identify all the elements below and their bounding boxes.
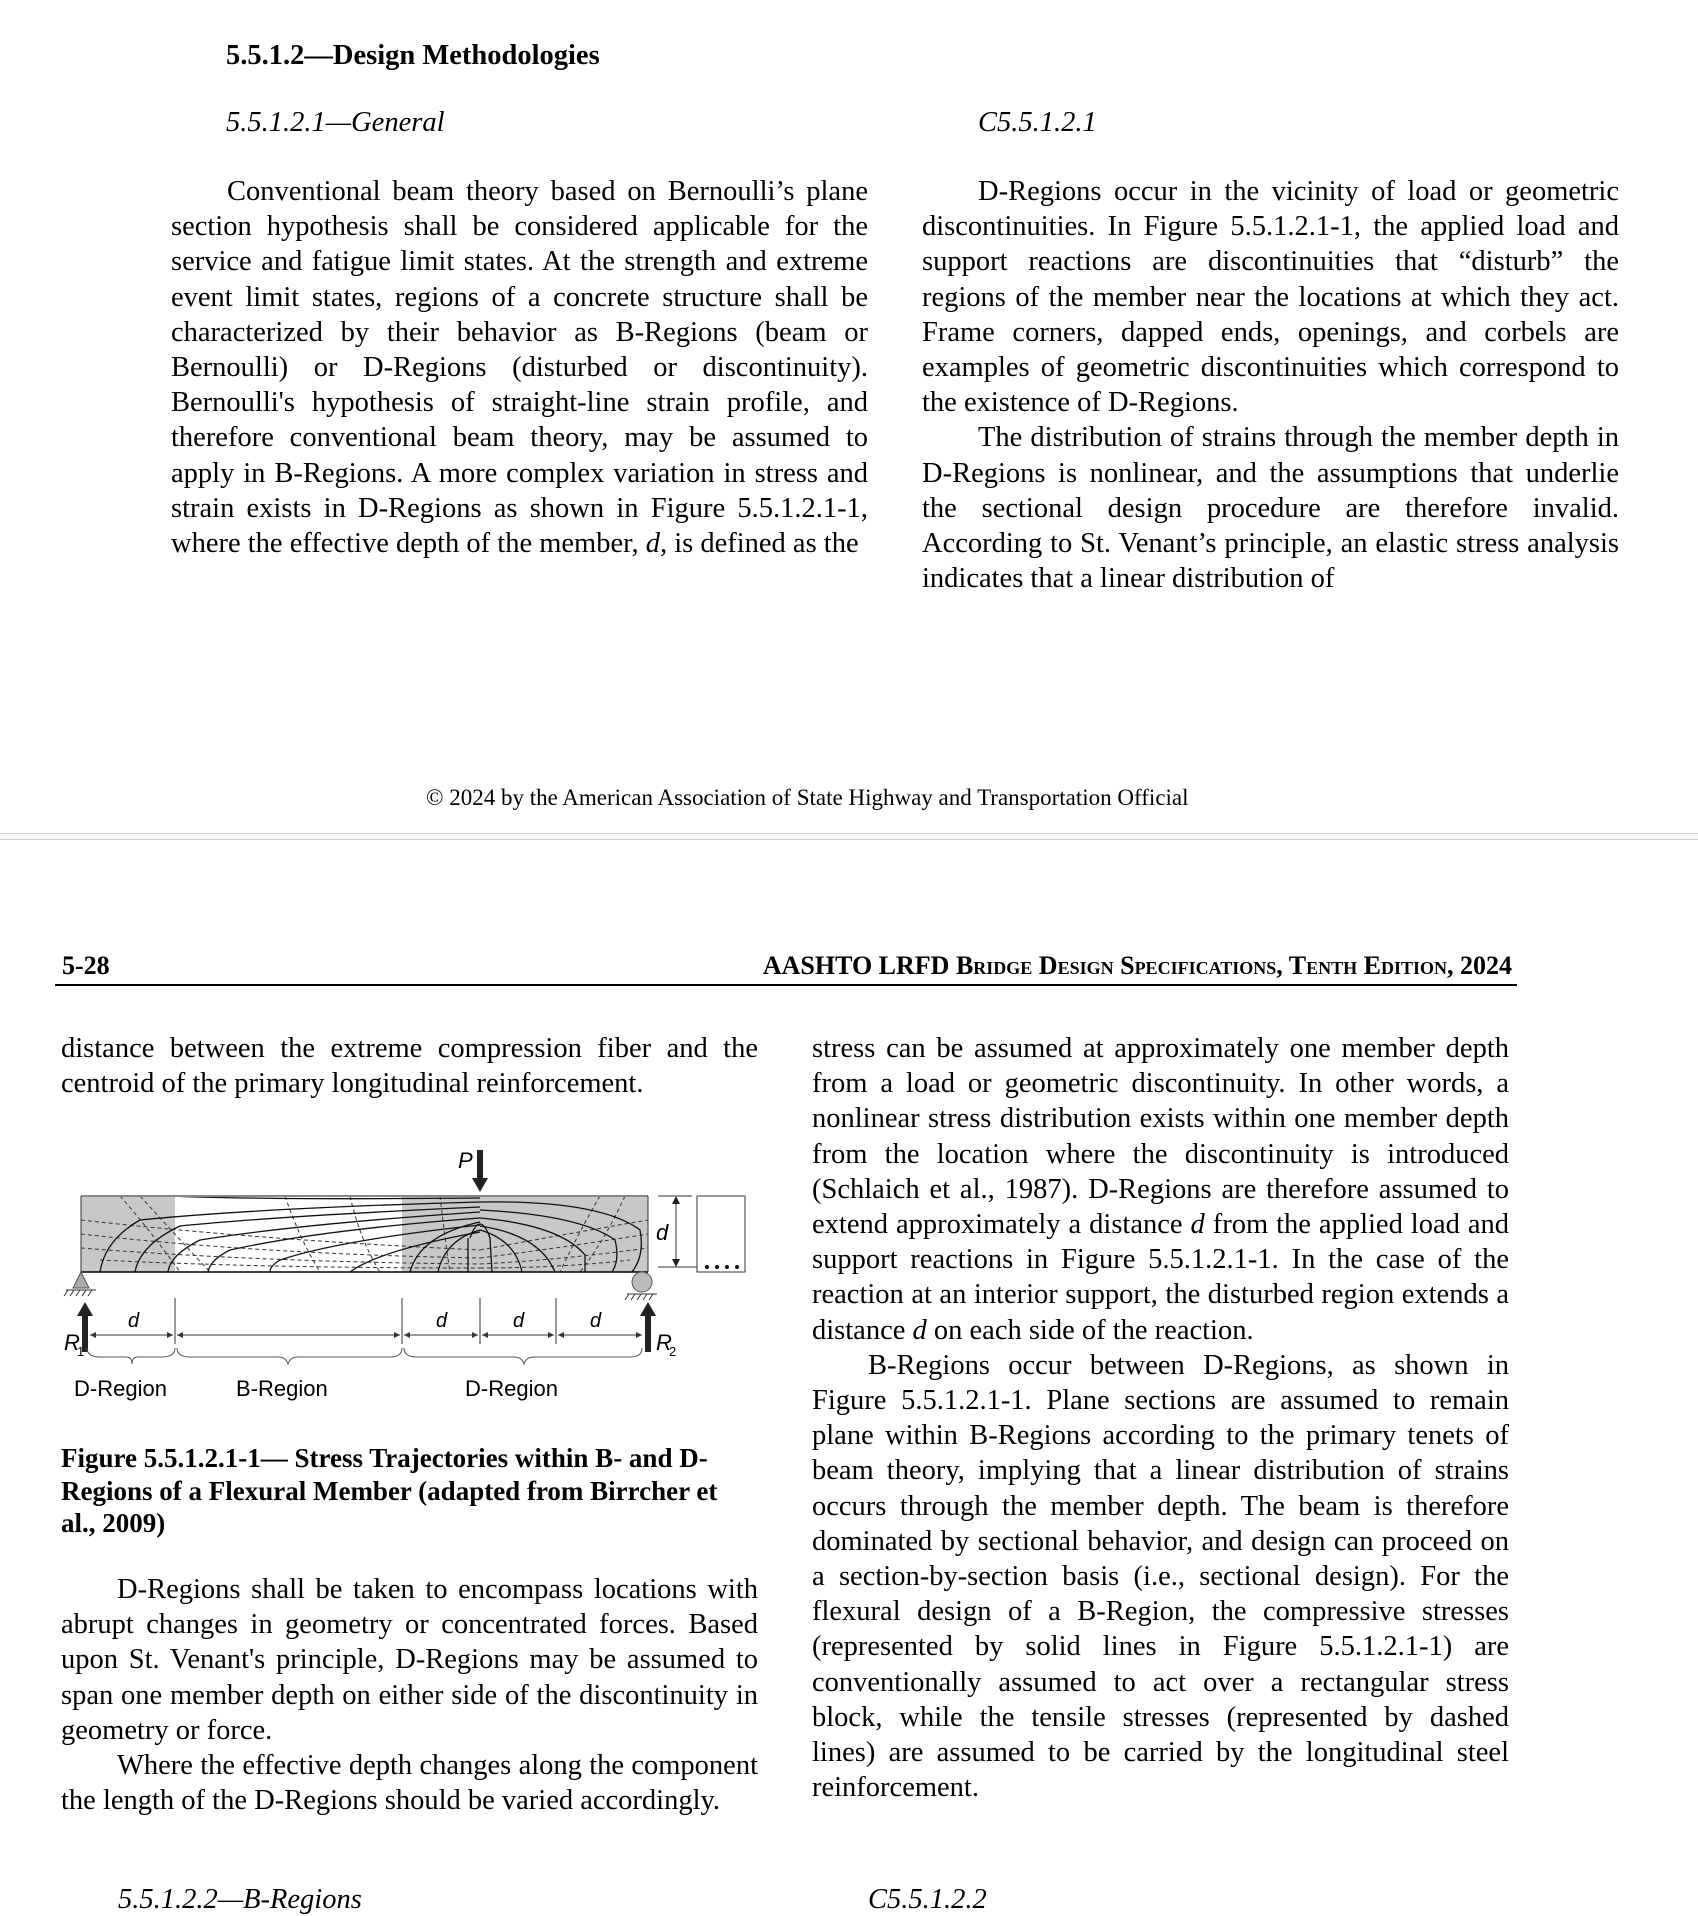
commentary-subheading: C5.5.1.2.1 xyxy=(978,107,1097,138)
dimension-label-1: d xyxy=(128,1310,140,1332)
reaction-arrow-right xyxy=(645,1314,651,1352)
d-region-shade-left xyxy=(81,1196,175,1272)
figure-mark xyxy=(643,1294,647,1300)
next-subheading: 5.5.1.2.2—B-Regions xyxy=(118,1884,362,1915)
figure-mark xyxy=(70,1290,74,1296)
left-subheading: 5.5.1.2.1—General xyxy=(226,107,445,138)
next-commentary-heading: C5.5.1.2.2 xyxy=(868,1884,987,1915)
figure-mark xyxy=(167,1332,173,1338)
reaction-right-label: R xyxy=(656,1330,672,1355)
load-arrow-icon xyxy=(472,1178,488,1192)
dimension-label-2: d xyxy=(436,1310,448,1332)
spec-column-bottom xyxy=(61,1572,758,1818)
pin-support-icon xyxy=(73,1272,89,1288)
figure-mark xyxy=(76,1290,80,1296)
commentary-paragraph-1: D-Regions occur in the vicinity of load or geometric discontinuities. In Figure 5.5.1.2.1-1, the applied load and support reactions are discontinuities that “disturb” the regions of the member near the locations at which they act. Frame corners, dapped ends, openings, and corbels are examples of geometric discontinuities which correspond to the existence of D-Regions. xyxy=(922,176,1619,419)
figure-mark xyxy=(404,1332,410,1338)
commentary-column-top xyxy=(922,174,1619,596)
reaction-arrow-right-icon xyxy=(640,1302,656,1316)
figure-mark xyxy=(725,1265,729,1269)
load-label: P xyxy=(458,1148,473,1173)
region-braces xyxy=(87,1348,642,1364)
spec-continuation: distance between the extreme compression fiber and the centroid of the primary longitudinal reinforcement. xyxy=(61,1033,758,1100)
d-region-shade-right xyxy=(402,1196,648,1272)
depth-label: d xyxy=(656,1220,669,1245)
figure-mark xyxy=(394,1332,400,1338)
section-heading: 5.5.1.2—Design Methodologies xyxy=(226,40,600,71)
reaction-left-label: R xyxy=(64,1330,80,1355)
figure-mark xyxy=(672,1196,680,1204)
figure-mark xyxy=(64,1290,68,1296)
figure-mark xyxy=(177,1348,402,1364)
figure-mark xyxy=(90,1332,96,1338)
figure-mark xyxy=(637,1294,641,1300)
load-arrow-shaft xyxy=(477,1150,483,1180)
page-number: 5-28 xyxy=(62,951,110,980)
figure-mark xyxy=(87,1348,175,1364)
figure-mark xyxy=(482,1332,488,1338)
figure-mark xyxy=(472,1332,478,1338)
page-separator xyxy=(0,839,1698,840)
dimension-ticks xyxy=(175,1298,556,1344)
figure-mark xyxy=(705,1265,709,1269)
figure-mark xyxy=(649,1294,653,1300)
commentary-paragraph-2: The distribution of strains through the member depth in D-Regions is nonlinear, and the assumptions that underlie the sectional design procedure are therefore invalid. According to St. Venant’s principle, an elastic stress analysis indicates that a linear distribution of xyxy=(922,422,1619,595)
figure-mark xyxy=(625,1294,629,1300)
cross-section xyxy=(697,1196,745,1272)
dimension-label-4: d xyxy=(590,1310,602,1332)
figure-mark xyxy=(82,1290,86,1296)
reaction-left-subscript: 1 xyxy=(77,1344,85,1359)
figure-mark xyxy=(625,1294,653,1300)
figure-mark xyxy=(636,1332,642,1338)
spec-paragraph-effective-depth: Where the effective depth changes along the component the length of the D-Regions should be varied accordingly. xyxy=(61,1750,758,1817)
spec-paragraph-general: Conventional beam theory based on Bernoulli’s plane section hypothesis shall be considered applicable for the service and fatigue limit states. At the strength and extreme event limit states, regions of a concrete structure shall be characterized by their behavior as B-Regions (beam or Bernoulli) or D-Regions (disturbed or discontinuity). Bernoulli's hypothesis of straight-line strain profile, and therefore conventional beam theory, may be assumed to apply in B-Regions. A more complex variation in stress and strain exists in D-Regions as shown in Figure 5.5.1.2.1-1, where the effective depth of the member, d, is defined as the xyxy=(171,176,868,560)
roller-support-icon xyxy=(632,1272,652,1292)
figure-caption: Figure 5.5.1.2.1-1— Stress Trajectories within B- and D-Regions of a Flexural Member (adapted from Birrcher et al., 2009) xyxy=(61,1443,718,1538)
dimension-label-3: d xyxy=(513,1310,525,1332)
region-label-d-right: D-Region xyxy=(465,1376,558,1401)
figure-mark xyxy=(404,1348,642,1364)
figure-mark xyxy=(631,1294,635,1300)
reaction-right-subscript: 2 xyxy=(669,1344,677,1359)
copyright-footer: © 2024 by the American Association of State Highway and Transportation Official xyxy=(426,785,1189,810)
header-rule xyxy=(55,984,1517,986)
figure-mark xyxy=(64,1290,92,1296)
clipped-previous-line xyxy=(280,0,1620,6)
figure-mark xyxy=(735,1265,739,1269)
region-label-b: B-Region xyxy=(236,1376,328,1401)
commentary-paragraph-b-regions: B-Regions occur between D-Regions, as shown in Figure 5.5.1.2.1-1. Plane sections are assumed to remain plane within B-Regions according to the primary tenets of beam theory, implying that a linear distribution of strains occurs through the member depth. The beam is therefore dominated by sectional behavior, and design can proceed on a section-by-section basis (i.e., sectional design). For the flexural design of a B-Region, the compressive stresses (represented by solid lines in Figure 5.5.1.2.1-1) are conventionally assumed to act over a rectangular stress block, while the tensile stresses (represented by dashed lines) are assumed to be carried by the longitudinal steel reinforcement. xyxy=(812,1349,1509,1804)
figure-mark xyxy=(88,1290,92,1296)
stress-trajectory-figure xyxy=(60,1130,760,1420)
commentary-continuation: stress can be assumed at approximately one member depth from a load or geometric discontinuity. In other words, a nonlinear stress distribution exists within one member depth from the location where the discontinuity is introduced (Schlaich et al., 1987). D-Regions are therefore assumed to extend approximately a distance d from the applied load and support reactions in Figure 5.5.1.2.1-1. In the case of the reaction at an interior support, the disturbed region extends a distance d on each side of the reaction. xyxy=(812,1033,1509,1346)
figure-mark xyxy=(558,1332,564,1338)
figure-mark xyxy=(177,1332,183,1338)
figure-mark xyxy=(548,1332,554,1338)
running-title: AASHTO LRFD Bridge Design Specifications, Tenth Edition, 2024 xyxy=(762,951,1512,980)
figure-mark xyxy=(672,1259,680,1267)
region-label-d-left: D-Region xyxy=(74,1376,167,1401)
reaction-arrow-left-icon xyxy=(77,1302,93,1316)
spec-paragraph-d-regions: D-Regions shall be taken to encompass locations with abrupt changes in geometry or concentrated forces. Based upon St. Venant's principle, D-Regions may be assumed to span one member depth on either side of the discontinuity in geometry or force. xyxy=(61,1574,758,1746)
figure-mark xyxy=(715,1265,719,1269)
commentary-column-bottom xyxy=(812,1031,1509,1805)
